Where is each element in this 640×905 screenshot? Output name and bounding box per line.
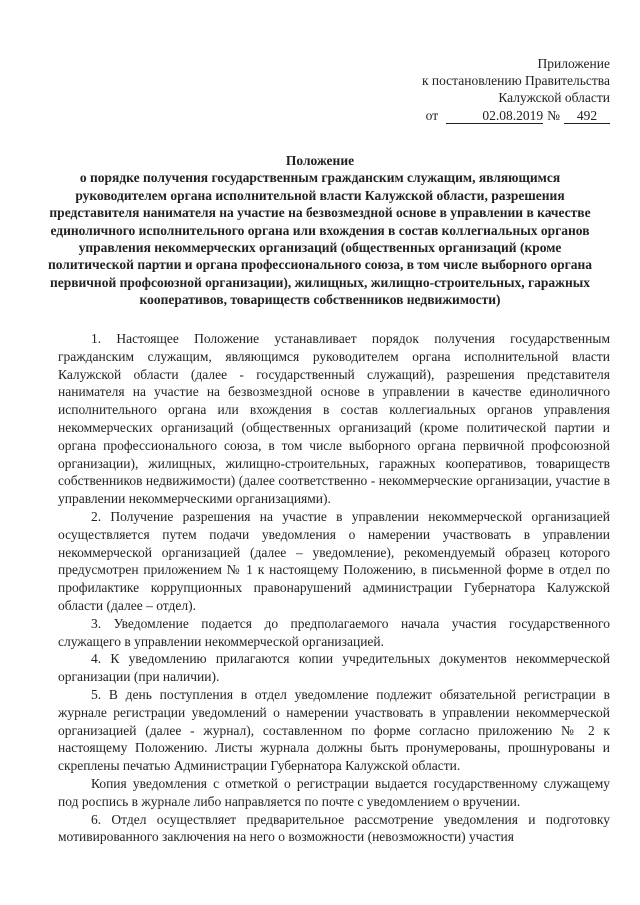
paragraph: 1. Настоящее Положение устанавливает порядок получения государственным гражданским служащим, являющимся руководителем органа исполнительной власти Калужской области (далее - государственный служащий), разрешения представителя нанимателя на участие на безвозмездной основе в управлении в качестве единоличного исполнительного органа или вхождения в состав коллегиальных органов управления некоммерческих организаций (общественных организаций (кроме политической партии и органа профессионального союза, в том числе выборного органа первичной профсоюзной организации), жилищных, жилищно-строительных, гаражных кооперативов, товариществ собственников недвижимости) (далее соответственно - некоммерческие организации, участие в управлении некоммерческими организациями). (58, 331, 610, 507)
document-title (45, 152, 595, 309)
number-sign: № (547, 108, 560, 123)
appendix-line: к постановлению Правительства (421, 73, 610, 88)
paragraph: Копия уведомления с отметкой о регистрации выдается государственному служащему под роспись в журнале либо направляется по почте с уведомлением о вручении. (58, 775, 610, 809)
paragraph: 6. Отдел осуществляет предварительное рассмотрение уведомления и подготовку мотивированного заключения на него о возможности (невозможности) участия (58, 811, 610, 845)
appendix-line: Калужской области (498, 90, 610, 105)
document-body (58, 330, 610, 846)
decree-number: 492 (564, 108, 610, 124)
decree-date-line (370, 107, 610, 124)
decree-date: 02.08.2019 (446, 108, 543, 124)
paragraph: 5. В день поступления в отдел уведомление подлежит обязательной регистрации в журнале регистрации уведомлений о намерении участвовать в управлении некоммерческой организацией (далее - журнал), составленном по форме согласно приложению № 2 к настоящему Положению. Листы журнала должны быть пронумерованы, прошнурованы и скреплены печатью Администрации Губернатора Калужской области. (58, 686, 610, 774)
title-subtitle: о порядке получения государственным гражданским служащим, являющимся руководителем органа исполнительной власти Калужской области, разрешения представителя нанимателя на участие на безвозмездной основе в управлении в качестве единоличного исполнительного органа или вхождения в состав коллегиальных органов управления некоммерческих организаций (общественных организаций (кроме политической партии и органа профессионального союза, в том числе выборного органа первичной профсоюзной организации), жилищных, жилищно-строительных, гаражных кооперативов, товариществ собственников недвижимости) (47, 170, 593, 308)
paragraph: 2. Получение разрешения на участие в управлении некоммерческой организацией осуществляется путем подачи уведомления о намерении участвовать в управлении некоммерческой организацией (далее – уведомление), рекомендуемый образец которого предусмотрен приложением № 1 к настоящему Положению, в письменной форме в отдел по профилактике коррупционных правонарушений администрации Губернатора Калужской области (далее – отдел). (58, 508, 610, 613)
paragraph: 3. Уведомление подается до предполагаемого начала участия государственного служащего в управлении некоммерческой организацией. (58, 615, 610, 649)
paragraph: 4. К уведомлению прилагаются копии учредительных документов некоммерческой организации (при наличии). (58, 651, 610, 685)
date-prefix: от (425, 108, 439, 123)
appendix-line: Приложение (537, 56, 610, 71)
title-heading: Положение (285, 153, 355, 168)
appendix-header (370, 55, 610, 124)
